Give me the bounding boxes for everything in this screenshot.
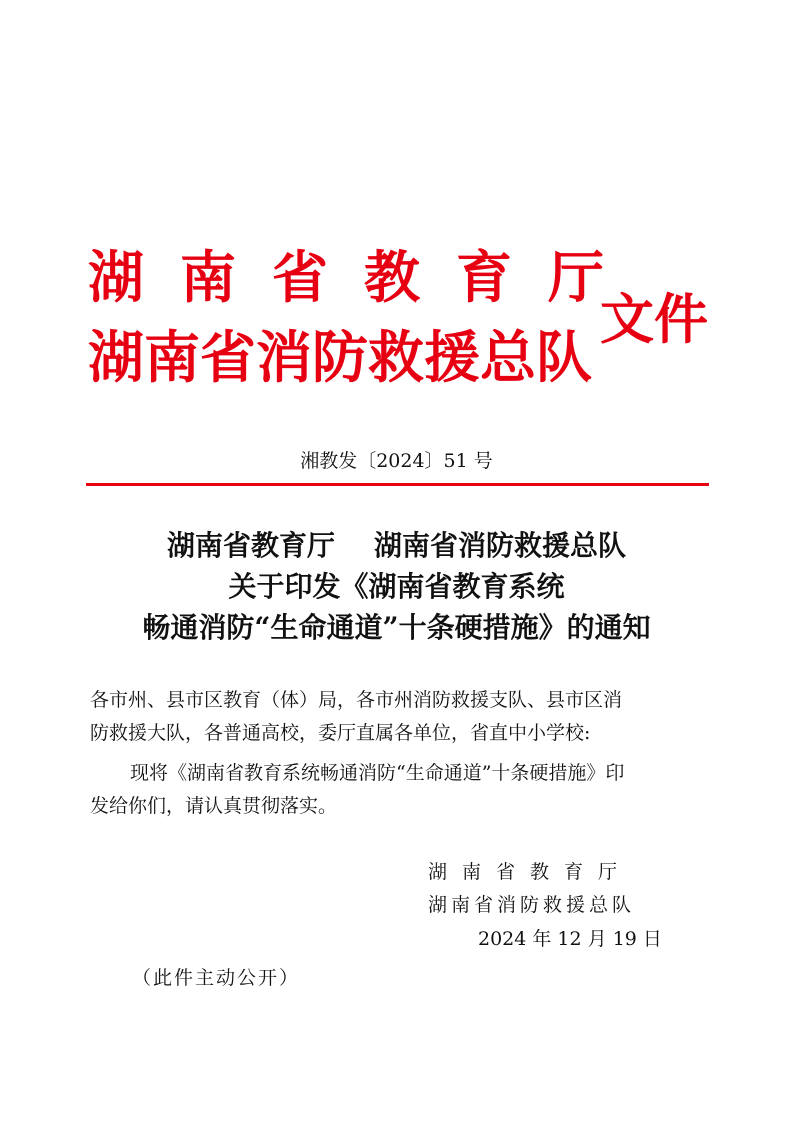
document-label: 文件 [600, 287, 708, 351]
document-number: 湘教发〔2024〕51 号 [300, 450, 493, 472]
red-divider-line [86, 483, 709, 486]
document-title-line-3: 畅通消防“生命通道”十条硬措施》的通知 [142, 611, 651, 644]
signature-date: 2024 年 12 月 19 日 [478, 928, 662, 950]
body-paragraph-line-1: 现将《湖南省教育系统畅通消防“生命通道”十条硬措施》印 [130, 762, 625, 784]
document-title-line-2: 关于印发《湖南省教育系统 [228, 570, 565, 603]
issuing-org-1: 湖南省教育厅 [88, 245, 640, 311]
body-paragraph-line-2: 发给你们，请认真贯彻落实。 [90, 795, 338, 817]
public-disclosure-note: （此件主动公开） [132, 967, 301, 989]
issuing-org-2: 湖南省消防救援总队 [88, 325, 592, 391]
addressees-line-1: 各市州、县市区教育（体）局，各市州消防救援支队、县市区消 [90, 689, 623, 711]
document-title-line-1: 湖南省教育厅 湖南省消防救援总队 [167, 529, 626, 562]
signature-org-2: 湖南省消防救援总队 [428, 894, 636, 916]
signature-org-1: 湖南省教育厅 [428, 861, 633, 883]
addressees-line-2: 防救援大队，各普通高校，委厅直属各单位，省直中小学校: [90, 722, 591, 744]
